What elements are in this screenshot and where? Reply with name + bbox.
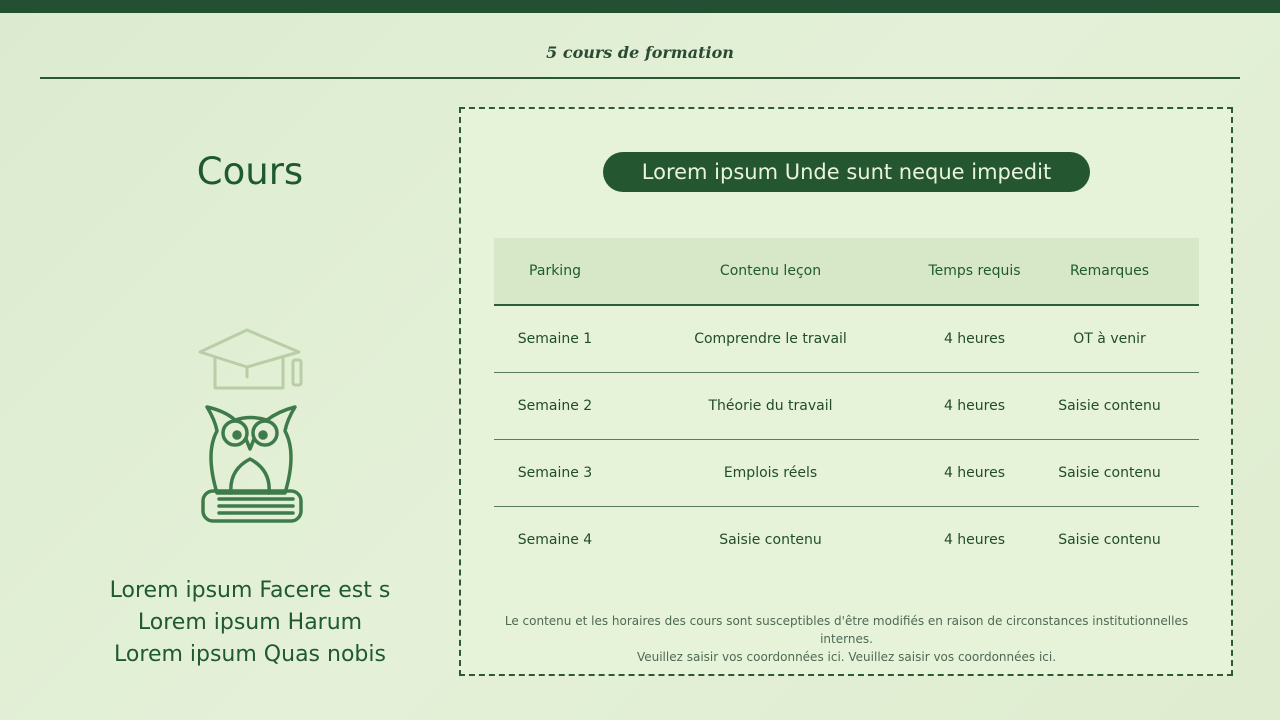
table-cell: Saisie contenu [1058, 532, 1161, 548]
table-cell: Saisie contenu [1058, 465, 1161, 481]
left-text-line: Lorem ipsum Quas nobis [114, 642, 386, 667]
footnote [494, 612, 1199, 666]
table-cell: Semaine 3 [517, 465, 593, 481]
header-cell-content: Contenu leçon [719, 263, 822, 279]
table-cell: OT à venir [1073, 331, 1146, 347]
top-bar [0, 0, 1280, 13]
table-row [494, 440, 1199, 507]
slide-header-title: 5 cours de formation [546, 43, 734, 62]
book-icon [203, 491, 301, 521]
footnote-line: Veuillez saisir vos coordonnées ici. Veuillez saisir vos coordonnées ici. [636, 650, 1057, 664]
table-row [494, 306, 1199, 373]
header-cell-time: Temps requis [928, 263, 1021, 279]
table-cell: Théorie du travail [708, 398, 833, 414]
table-cell: Emplois réels [723, 465, 818, 481]
table-cell: 4 heures [943, 465, 1006, 481]
graduation-cap-icon [200, 330, 301, 388]
left-text-line: Lorem ipsum Harum [137, 610, 363, 635]
table-cell: Semaine 2 [517, 398, 593, 414]
table-cell: Semaine 4 [517, 532, 593, 548]
header-cell-remarks: Remarques [1069, 263, 1150, 279]
table-cell: Saisie contenu [719, 532, 822, 548]
table-cell: 4 heures [943, 532, 1006, 548]
left-text-line: Lorem ipsum Facere est s [109, 578, 391, 603]
owl-illustration [195, 325, 307, 527]
table-cell: 4 heures [943, 331, 1006, 347]
section-title: Cours [196, 150, 304, 193]
table-header-row [494, 238, 1199, 306]
table-cell: Saisie contenu [1058, 398, 1161, 414]
left-text-list [60, 575, 440, 671]
footnote-line: Le contenu et les horaires des cours sont susceptibles d'être modifiés en raison de circonstances institutionnelles internes. [504, 614, 1189, 646]
table-cell: 4 heures [943, 398, 1006, 414]
table-cell: Comprendre le travail [694, 331, 847, 347]
table-cell: Semaine 1 [517, 331, 593, 347]
table-row [494, 507, 1199, 573]
course-table [494, 238, 1199, 573]
owl-icon [207, 407, 295, 493]
header-cell-parking: Parking [529, 263, 581, 279]
header-divider [40, 77, 1240, 79]
table-row [494, 373, 1199, 440]
panel-title-pill: Lorem ipsum Unde sunt neque impedit [603, 152, 1090, 192]
